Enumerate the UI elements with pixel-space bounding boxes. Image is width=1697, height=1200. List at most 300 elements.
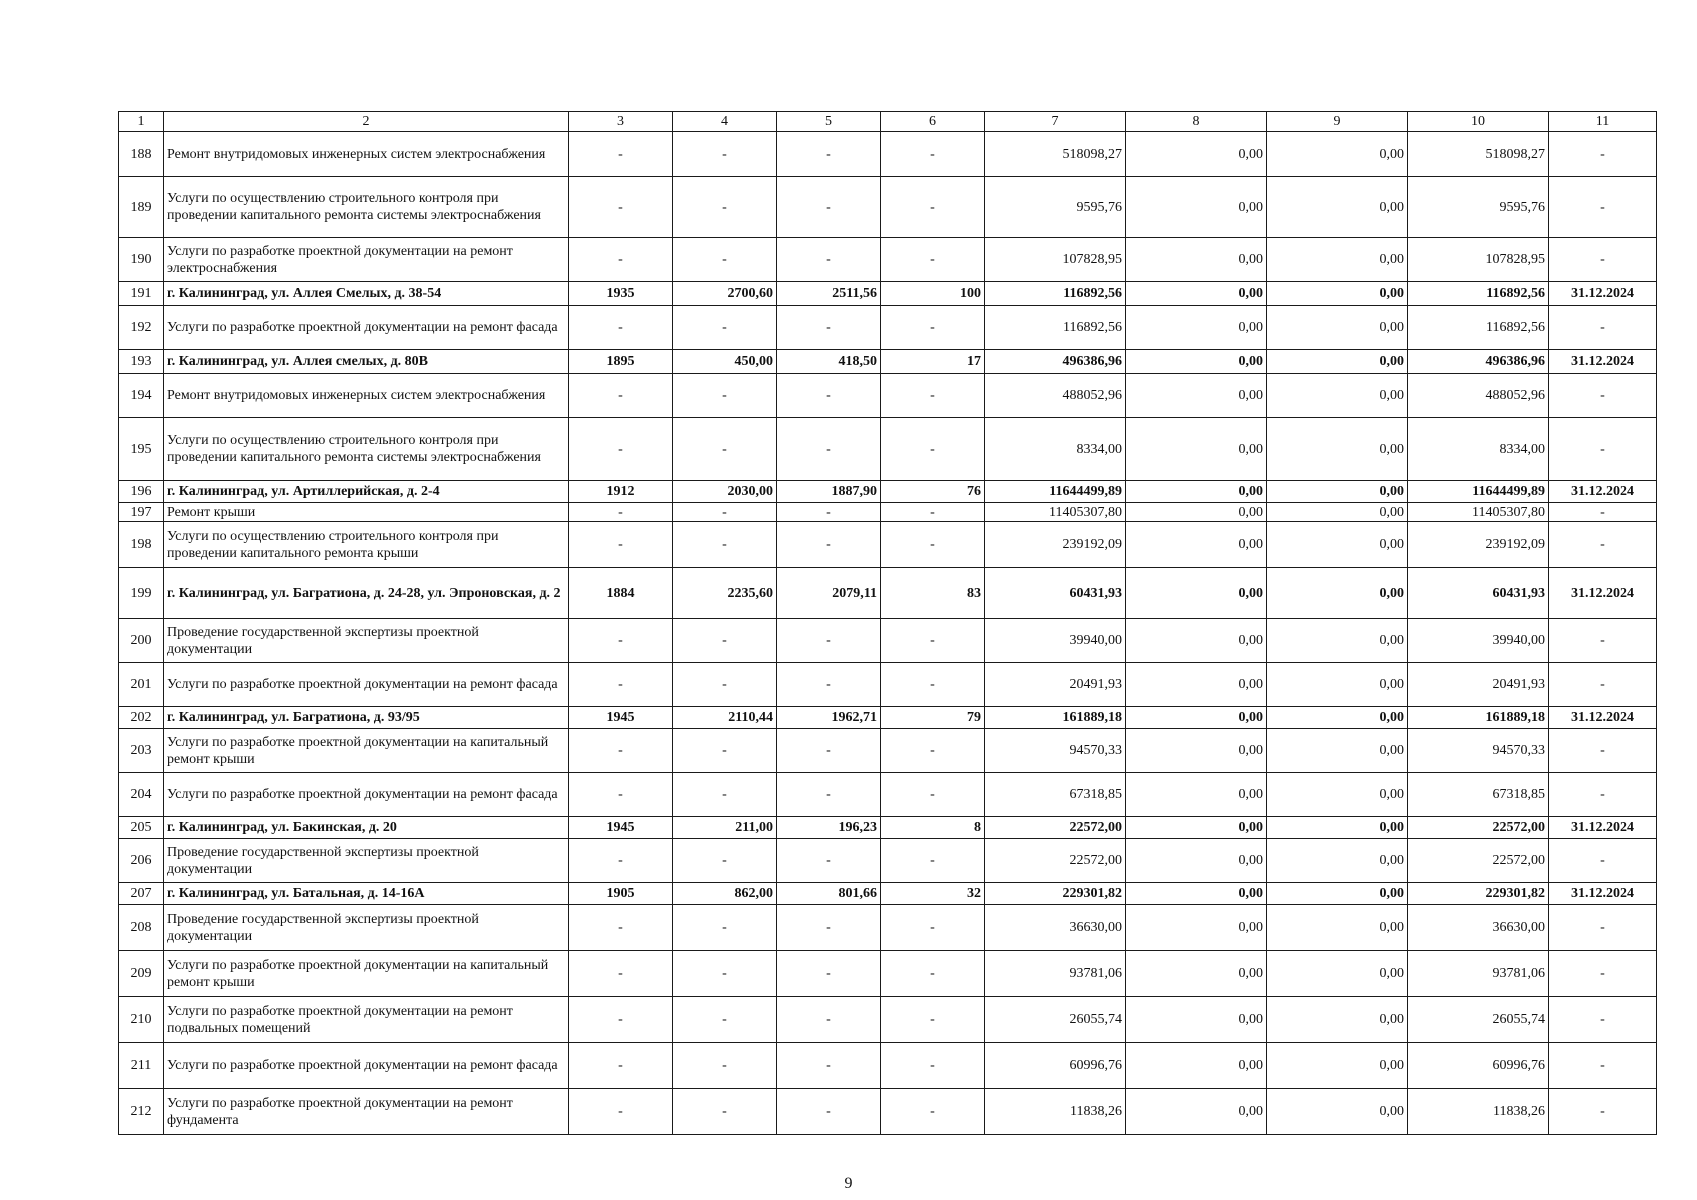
col7-amount-cell: 39940,00	[985, 619, 1126, 663]
col5-cell: -	[777, 663, 881, 707]
col10-amount-cell: 161889,18	[1408, 707, 1549, 729]
col7-amount-cell: 496386,96	[985, 350, 1126, 374]
col10-amount-cell: 11405307,80	[1408, 503, 1549, 522]
col10-amount-cell: 39940,00	[1408, 619, 1549, 663]
year-cell: -	[569, 238, 673, 282]
col7-amount-cell: 107828,95	[985, 238, 1126, 282]
deadline-cell: -	[1549, 1089, 1657, 1135]
description-cell: г. Калининград, ул. Багратиона, д. 24-28, ул. Эпроновская, д. 2	[164, 568, 569, 619]
deadline-cell: -	[1549, 306, 1657, 350]
col4-cell: -	[673, 1043, 777, 1089]
row-number-cell: 196	[119, 481, 164, 503]
col9-amount-cell: 0,00	[1267, 951, 1408, 997]
col10-amount-cell: 94570,33	[1408, 729, 1549, 773]
col10-amount-cell: 60431,93	[1408, 568, 1549, 619]
col6-cell: 83	[881, 568, 985, 619]
row-number-cell: 193	[119, 350, 164, 374]
col8-amount-cell: 0,00	[1126, 1043, 1267, 1089]
col9-amount-cell: 0,00	[1267, 503, 1408, 522]
row-number-cell: 209	[119, 951, 164, 997]
year-cell: -	[569, 177, 673, 238]
col6-cell: -	[881, 905, 985, 951]
work-item-row	[119, 132, 1657, 177]
year-cell: -	[569, 1089, 673, 1135]
col4-cell: -	[673, 839, 777, 883]
description-cell: Услуги по разработке проектной документации на ремонт фасада	[164, 663, 569, 707]
deadline-cell: -	[1549, 729, 1657, 773]
col9-amount-cell: 0,00	[1267, 568, 1408, 619]
year-cell: 1884	[569, 568, 673, 619]
col9-amount-cell: 0,00	[1267, 132, 1408, 177]
column-header: 2	[164, 112, 569, 132]
column-header: 6	[881, 112, 985, 132]
col7-amount-cell: 161889,18	[985, 707, 1126, 729]
col9-amount-cell: 0,00	[1267, 374, 1408, 418]
row-number-cell: 200	[119, 619, 164, 663]
col4-cell: -	[673, 522, 777, 568]
deadline-cell: -	[1549, 418, 1657, 481]
year-cell: -	[569, 997, 673, 1043]
description-cell: г. Калининград, ул. Батальная, д. 14-16А	[164, 883, 569, 905]
col7-amount-cell: 9595,76	[985, 177, 1126, 238]
col8-amount-cell: 0,00	[1126, 707, 1267, 729]
work-item-row	[119, 1089, 1657, 1135]
year-cell: -	[569, 132, 673, 177]
col6-cell: 100	[881, 282, 985, 306]
address-row	[119, 282, 1657, 306]
year-cell: -	[569, 418, 673, 481]
col7-amount-cell: 488052,96	[985, 374, 1126, 418]
column-header: 8	[1126, 112, 1267, 132]
description-cell: Проведение государственной экспертизы проектной документации	[164, 839, 569, 883]
col9-amount-cell: 0,00	[1267, 306, 1408, 350]
year-cell: 1945	[569, 707, 673, 729]
column-header: 9	[1267, 112, 1408, 132]
row-number-cell: 197	[119, 503, 164, 522]
col10-amount-cell: 239192,09	[1408, 522, 1549, 568]
col10-amount-cell: 20491,93	[1408, 663, 1549, 707]
col8-amount-cell: 0,00	[1126, 905, 1267, 951]
col5-cell: 196,23	[777, 817, 881, 839]
col6-cell: 79	[881, 707, 985, 729]
col8-amount-cell: 0,00	[1126, 350, 1267, 374]
description-cell: Услуги по осуществлению строительного контроля при проведении капитального ремонта системы электроснабжения	[164, 418, 569, 481]
description-cell: Проведение государственной экспертизы проектной документации	[164, 905, 569, 951]
row-number-cell: 189	[119, 177, 164, 238]
col9-amount-cell: 0,00	[1267, 883, 1408, 905]
year-cell: -	[569, 374, 673, 418]
year-cell: -	[569, 773, 673, 817]
col5-cell: 801,66	[777, 883, 881, 905]
col5-cell: -	[777, 503, 881, 522]
work-item-row	[119, 522, 1657, 568]
col4-cell: -	[673, 997, 777, 1043]
description-cell: Услуги по осуществлению строительного контроля при проведении капитального ремонта системы электроснабжения	[164, 177, 569, 238]
year-cell: 1905	[569, 883, 673, 905]
col6-cell: -	[881, 1089, 985, 1135]
col6-cell: 76	[881, 481, 985, 503]
year-cell: 1945	[569, 817, 673, 839]
col9-amount-cell: 0,00	[1267, 522, 1408, 568]
deadline-cell: 31.12.2024	[1549, 707, 1657, 729]
description-cell: Услуги по разработке проектной документации на ремонт электроснабжения	[164, 238, 569, 282]
description-cell: Ремонт крыши	[164, 503, 569, 522]
col9-amount-cell: 0,00	[1267, 350, 1408, 374]
col10-amount-cell: 116892,56	[1408, 306, 1549, 350]
col5-cell: -	[777, 997, 881, 1043]
col6-cell: -	[881, 306, 985, 350]
col9-amount-cell: 0,00	[1267, 238, 1408, 282]
deadline-cell: -	[1549, 951, 1657, 997]
row-number-cell: 204	[119, 773, 164, 817]
col4-cell: -	[673, 951, 777, 997]
description-cell: Услуги по разработке проектной документации на ремонт фасада	[164, 306, 569, 350]
col5-cell: -	[777, 522, 881, 568]
repair-schedule-table	[118, 111, 1657, 1135]
col10-amount-cell: 36630,00	[1408, 905, 1549, 951]
col10-amount-cell: 518098,27	[1408, 132, 1549, 177]
col10-amount-cell: 11644499,89	[1408, 481, 1549, 503]
col10-amount-cell: 8334,00	[1408, 418, 1549, 481]
col4-cell: -	[673, 729, 777, 773]
col4-cell: -	[673, 503, 777, 522]
col5-cell: -	[777, 839, 881, 883]
deadline-cell: -	[1549, 177, 1657, 238]
col7-amount-cell: 8334,00	[985, 418, 1126, 481]
col6-cell: -	[881, 951, 985, 997]
col8-amount-cell: 0,00	[1126, 418, 1267, 481]
address-row	[119, 481, 1657, 503]
address-row	[119, 350, 1657, 374]
col9-amount-cell: 0,00	[1267, 707, 1408, 729]
col7-amount-cell: 239192,09	[985, 522, 1126, 568]
year-cell: -	[569, 905, 673, 951]
col5-cell: -	[777, 238, 881, 282]
column-header: 3	[569, 112, 673, 132]
col5-cell: -	[777, 132, 881, 177]
col6-cell: -	[881, 619, 985, 663]
col7-amount-cell: 11644499,89	[985, 481, 1126, 503]
address-row	[119, 883, 1657, 905]
col7-amount-cell: 116892,56	[985, 306, 1126, 350]
col8-amount-cell: 0,00	[1126, 481, 1267, 503]
col8-amount-cell: 0,00	[1126, 306, 1267, 350]
col8-amount-cell: 0,00	[1126, 619, 1267, 663]
col8-amount-cell: 0,00	[1126, 132, 1267, 177]
deadline-cell: 31.12.2024	[1549, 883, 1657, 905]
work-item-row	[119, 306, 1657, 350]
col7-amount-cell: 11838,26	[985, 1089, 1126, 1135]
col6-cell: -	[881, 503, 985, 522]
col4-cell: 211,00	[673, 817, 777, 839]
col9-amount-cell: 0,00	[1267, 418, 1408, 481]
col10-amount-cell: 496386,96	[1408, 350, 1549, 374]
deadline-cell: -	[1549, 773, 1657, 817]
description-cell: Услуги по разработке проектной документации на капитальный ремонт крыши	[164, 951, 569, 997]
description-cell: г. Калининград, ул. Артиллерийская, д. 2-4	[164, 481, 569, 503]
col6-cell: 8	[881, 817, 985, 839]
col7-amount-cell: 26055,74	[985, 997, 1126, 1043]
col9-amount-cell: 0,00	[1267, 1043, 1408, 1089]
col10-amount-cell: 26055,74	[1408, 997, 1549, 1043]
description-cell: Услуги по разработке проектной документации на ремонт подвальных помещений	[164, 997, 569, 1043]
col6-cell: -	[881, 238, 985, 282]
address-row	[119, 568, 1657, 619]
col9-amount-cell: 0,00	[1267, 773, 1408, 817]
col8-amount-cell: 0,00	[1126, 238, 1267, 282]
col9-amount-cell: 0,00	[1267, 905, 1408, 951]
col4-cell: -	[673, 132, 777, 177]
year-cell: -	[569, 663, 673, 707]
col5-cell: 1962,71	[777, 707, 881, 729]
row-number-cell: 203	[119, 729, 164, 773]
col6-cell: 32	[881, 883, 985, 905]
col7-amount-cell: 20491,93	[985, 663, 1126, 707]
col9-amount-cell: 0,00	[1267, 997, 1408, 1043]
deadline-cell: -	[1549, 522, 1657, 568]
col10-amount-cell: 93781,06	[1408, 951, 1549, 997]
col5-cell: -	[777, 905, 881, 951]
column-header: 5	[777, 112, 881, 132]
work-item-row	[119, 503, 1657, 522]
col5-cell: -	[777, 418, 881, 481]
col6-cell: -	[881, 522, 985, 568]
year-cell: -	[569, 839, 673, 883]
row-number-cell: 210	[119, 997, 164, 1043]
work-item-row	[119, 418, 1657, 481]
col5-cell: -	[777, 773, 881, 817]
col7-amount-cell: 116892,56	[985, 282, 1126, 306]
address-row	[119, 707, 1657, 729]
col8-amount-cell: 0,00	[1126, 729, 1267, 773]
col8-amount-cell: 0,00	[1126, 773, 1267, 817]
work-item-row	[119, 729, 1657, 773]
col4-cell: -	[673, 905, 777, 951]
year-cell: 1935	[569, 282, 673, 306]
row-number-cell: 192	[119, 306, 164, 350]
col9-amount-cell: 0,00	[1267, 282, 1408, 306]
col10-amount-cell: 11838,26	[1408, 1089, 1549, 1135]
deadline-cell: -	[1549, 238, 1657, 282]
col6-cell: -	[881, 663, 985, 707]
col4-cell: -	[673, 306, 777, 350]
deadline-cell: -	[1549, 663, 1657, 707]
row-number-cell: 205	[119, 817, 164, 839]
col6-cell: -	[881, 177, 985, 238]
col7-amount-cell: 11405307,80	[985, 503, 1126, 522]
col5-cell: 2079,11	[777, 568, 881, 619]
col10-amount-cell: 22572,00	[1408, 839, 1549, 883]
col6-cell: -	[881, 839, 985, 883]
work-item-row	[119, 619, 1657, 663]
deadline-cell: -	[1549, 1043, 1657, 1089]
col7-amount-cell: 22572,00	[985, 817, 1126, 839]
work-item-row	[119, 905, 1657, 951]
col4-cell: -	[673, 238, 777, 282]
col5-cell: 1887,90	[777, 481, 881, 503]
col7-amount-cell: 518098,27	[985, 132, 1126, 177]
work-item-row	[119, 951, 1657, 997]
col10-amount-cell: 9595,76	[1408, 177, 1549, 238]
col4-cell: 2110,44	[673, 707, 777, 729]
col8-amount-cell: 0,00	[1126, 177, 1267, 238]
column-number-header-row	[119, 112, 1657, 132]
col5-cell: -	[777, 306, 881, 350]
col8-amount-cell: 0,00	[1126, 997, 1267, 1043]
col8-amount-cell: 0,00	[1126, 663, 1267, 707]
row-number-cell: 199	[119, 568, 164, 619]
deadline-cell: -	[1549, 997, 1657, 1043]
description-cell: Ремонт внутридомовых инженерных систем электроснабжения	[164, 374, 569, 418]
col7-amount-cell: 60996,76	[985, 1043, 1126, 1089]
work-item-row	[119, 238, 1657, 282]
col4-cell: -	[673, 619, 777, 663]
page-number: 9	[844, 1175, 853, 1192]
col7-amount-cell: 36630,00	[985, 905, 1126, 951]
col4-cell: -	[673, 1089, 777, 1135]
row-number-cell: 207	[119, 883, 164, 905]
col8-amount-cell: 0,00	[1126, 817, 1267, 839]
col8-amount-cell: 0,00	[1126, 282, 1267, 306]
col7-amount-cell: 93781,06	[985, 951, 1126, 997]
work-item-row	[119, 997, 1657, 1043]
col7-amount-cell: 94570,33	[985, 729, 1126, 773]
deadline-cell: 31.12.2024	[1549, 481, 1657, 503]
col4-cell: 862,00	[673, 883, 777, 905]
work-item-row	[119, 177, 1657, 238]
col6-cell: -	[881, 773, 985, 817]
description-cell: Услуги по разработке проектной документации на ремонт фасада	[164, 773, 569, 817]
col8-amount-cell: 0,00	[1126, 522, 1267, 568]
col4-cell: -	[673, 773, 777, 817]
col5-cell: -	[777, 177, 881, 238]
col7-amount-cell: 67318,85	[985, 773, 1126, 817]
year-cell: -	[569, 306, 673, 350]
work-item-row	[119, 663, 1657, 707]
col5-cell: 418,50	[777, 350, 881, 374]
row-number-cell: 212	[119, 1089, 164, 1135]
col5-cell: -	[777, 951, 881, 997]
col10-amount-cell: 229301,82	[1408, 883, 1549, 905]
work-item-row	[119, 839, 1657, 883]
col8-amount-cell: 0,00	[1126, 883, 1267, 905]
row-number-cell: 202	[119, 707, 164, 729]
col5-cell: -	[777, 1089, 881, 1135]
description-cell: г. Калининград, ул. Аллея смелых, д. 80В	[164, 350, 569, 374]
col9-amount-cell: 0,00	[1267, 817, 1408, 839]
col8-amount-cell: 0,00	[1126, 568, 1267, 619]
col9-amount-cell: 0,00	[1267, 177, 1408, 238]
col9-amount-cell: 0,00	[1267, 481, 1408, 503]
col6-cell: -	[881, 418, 985, 481]
description-cell: Ремонт внутридомовых инженерных систем электроснабжения	[164, 132, 569, 177]
col5-cell: -	[777, 1043, 881, 1089]
row-number-cell: 191	[119, 282, 164, 306]
description-cell: Услуги по осуществлению строительного контроля при проведении капитального ремонта крыши	[164, 522, 569, 568]
col8-amount-cell: 0,00	[1126, 1089, 1267, 1135]
description-cell: Услуги по разработке проектной документации на капитальный ремонт крыши	[164, 729, 569, 773]
col6-cell: -	[881, 374, 985, 418]
year-cell: -	[569, 619, 673, 663]
col10-amount-cell: 60996,76	[1408, 1043, 1549, 1089]
work-item-row	[119, 773, 1657, 817]
col6-cell: -	[881, 1043, 985, 1089]
col7-amount-cell: 22572,00	[985, 839, 1126, 883]
col5-cell: 2511,56	[777, 282, 881, 306]
row-number-cell: 211	[119, 1043, 164, 1089]
col6-cell: -	[881, 132, 985, 177]
description-cell: Услуги по разработке проектной документации на ремонт фасада	[164, 1043, 569, 1089]
row-number-cell: 190	[119, 238, 164, 282]
deadline-cell: -	[1549, 619, 1657, 663]
col9-amount-cell: 0,00	[1267, 663, 1408, 707]
address-row	[119, 817, 1657, 839]
deadline-cell: -	[1549, 132, 1657, 177]
year-cell: 1912	[569, 481, 673, 503]
row-number-cell: 194	[119, 374, 164, 418]
row-number-cell: 198	[119, 522, 164, 568]
deadline-cell: -	[1549, 374, 1657, 418]
deadline-cell: 31.12.2024	[1549, 282, 1657, 306]
col4-cell: 2235,60	[673, 568, 777, 619]
col10-amount-cell: 67318,85	[1408, 773, 1549, 817]
deadline-cell: 31.12.2024	[1549, 350, 1657, 374]
deadline-cell: -	[1549, 905, 1657, 951]
col6-cell: -	[881, 997, 985, 1043]
col9-amount-cell: 0,00	[1267, 839, 1408, 883]
row-number-cell: 188	[119, 132, 164, 177]
col7-amount-cell: 60431,93	[985, 568, 1126, 619]
col4-cell: -	[673, 374, 777, 418]
year-cell: -	[569, 729, 673, 773]
col6-cell: 17	[881, 350, 985, 374]
row-number-cell: 195	[119, 418, 164, 481]
col8-amount-cell: 0,00	[1126, 951, 1267, 997]
description-cell: г. Калининград, ул. Бакинская, д. 20	[164, 817, 569, 839]
deadline-cell: 31.12.2024	[1549, 817, 1657, 839]
year-cell: 1895	[569, 350, 673, 374]
col6-cell: -	[881, 729, 985, 773]
work-item-row	[119, 1043, 1657, 1089]
col5-cell: -	[777, 729, 881, 773]
col8-amount-cell: 0,00	[1126, 839, 1267, 883]
description-cell: Проведение государственной экспертизы проектной документации	[164, 619, 569, 663]
col10-amount-cell: 116892,56	[1408, 282, 1549, 306]
row-number-cell: 201	[119, 663, 164, 707]
col9-amount-cell: 0,00	[1267, 619, 1408, 663]
col4-cell: -	[673, 663, 777, 707]
col9-amount-cell: 0,00	[1267, 729, 1408, 773]
col4-cell: 2700,60	[673, 282, 777, 306]
col9-amount-cell: 0,00	[1267, 1089, 1408, 1135]
deadline-cell: -	[1549, 839, 1657, 883]
col4-cell: 2030,00	[673, 481, 777, 503]
year-cell: -	[569, 1043, 673, 1089]
column-header: 4	[673, 112, 777, 132]
year-cell: -	[569, 503, 673, 522]
deadline-cell: 31.12.2024	[1549, 568, 1657, 619]
col4-cell: 450,00	[673, 350, 777, 374]
work-item-row	[119, 374, 1657, 418]
column-header: 1	[119, 112, 164, 132]
year-cell: -	[569, 522, 673, 568]
col8-amount-cell: 0,00	[1126, 374, 1267, 418]
description-cell: г. Калининград, ул. Багратиона, д. 93/95	[164, 707, 569, 729]
col4-cell: -	[673, 177, 777, 238]
deadline-cell: -	[1549, 503, 1657, 522]
row-number-cell: 208	[119, 905, 164, 951]
column-header: 10	[1408, 112, 1549, 132]
